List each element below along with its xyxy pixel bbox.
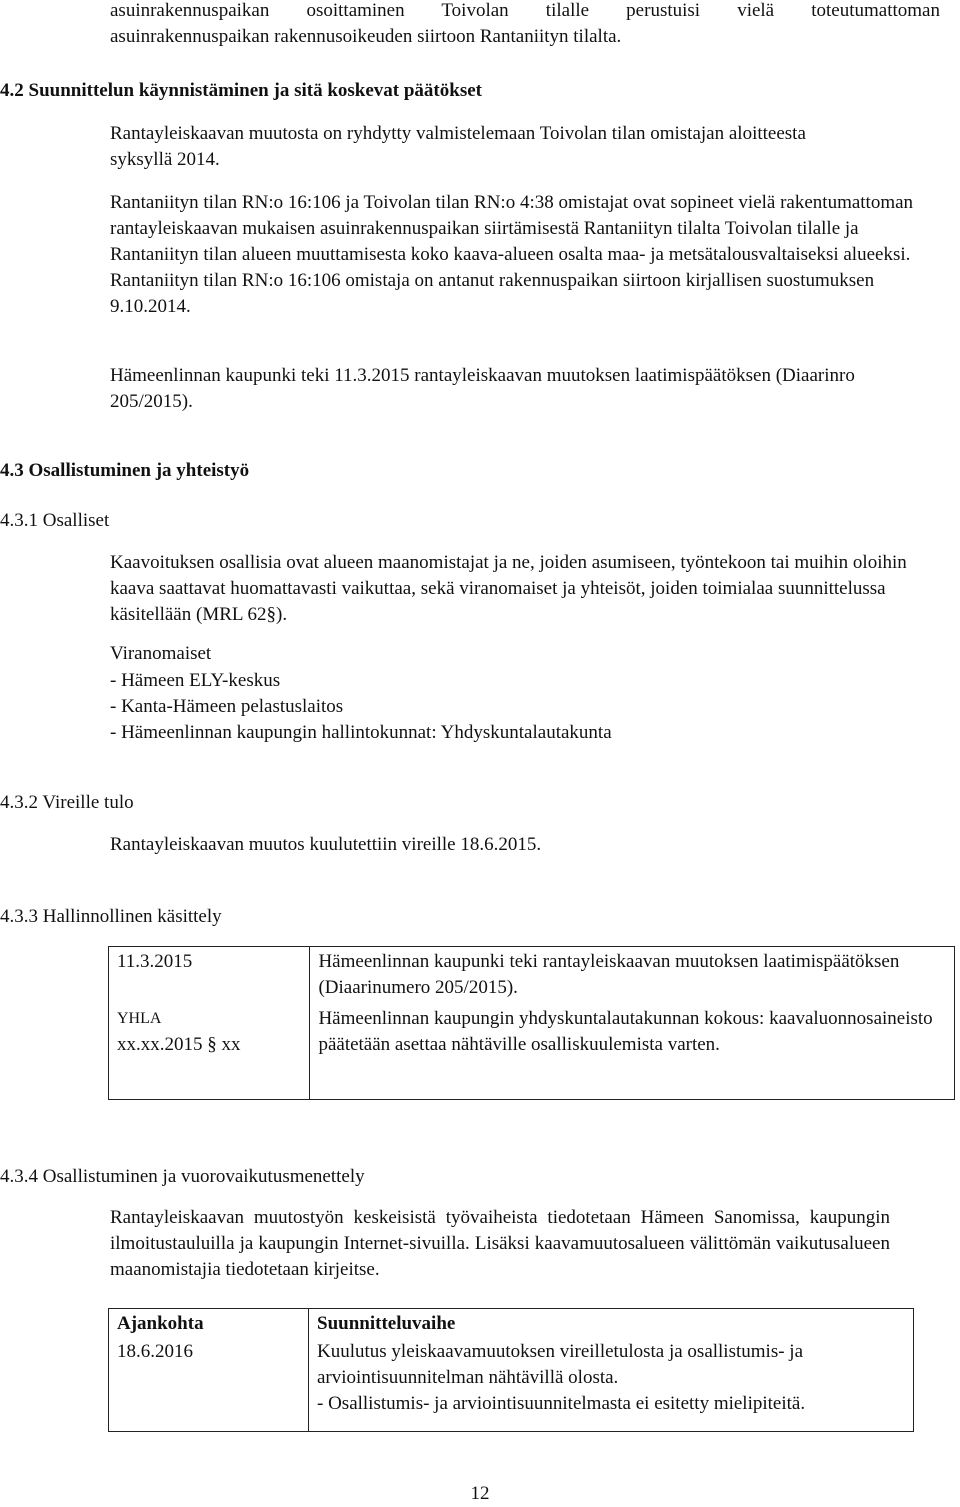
table-cell-date-value: xx.xx.2015 § xx	[117, 1033, 241, 1055]
page-number: 12	[470, 1483, 490, 1504]
table-cell-description: Hämeenlinnan kaupungin yhdyskuntalautakunnan kokous: kaavaluonnosaineisto päätetään asettaa nähtäville osalliskuulemista varten.	[310, 1002, 955, 1100]
table-cell-description-line: - Osallistumis- ja arviointisuunnitelmasta ei esitetty mielipiteitä.	[317, 1393, 806, 1414]
table-row	[109, 947, 955, 1002]
section-4-2-paragraph-3: Hämeenlinnan kaupunki teki 11.3.2015 rantayleiskaavan muutoksen laatimispäätöksen (Diaarinro 205/2015).	[110, 365, 855, 412]
section-4-2-heading: 4.2 Suunnittelun käynnistäminen ja sitä koskevat päätökset	[0, 80, 482, 101]
authorities-title: Viranomaiset	[110, 643, 212, 664]
participation-table	[108, 1308, 914, 1432]
table-cell-description: Hämeenlinnan kaupunki teki rantayleiskaavan muutoksen laatimispäätöksen (Diaarinumero 205/2015).	[310, 947, 955, 1002]
continuation-line-1: asuinrakennuspaikan osoittaminen Toivolan tilalle perustuisi vielä toteutumattoman	[110, 0, 940, 21]
admin-processing-table	[108, 946, 955, 1100]
section-4-2-paragraph-2: Rantaniityn tilan RN:o 16:106 ja Toivolan tilan RN:o 4:38 omistajat ovat sopineet vielä rakentumattoman rantayleiskaavan mukaisen asuinrakennuspaikan siirtämisestä Rantaniityn tilalta Toivolan tilalle ja Rantaniityn tilan alueen muuttamisesta koko kaava-alueen osalta maa- ja metsätalousvaltaiseksi alueeksi. Rantaniityn tilan RN:o 16:106 omistaja on antanut rakennuspaikan siirtoon kirjallisen suostumuksen 9.10.2014.	[110, 192, 914, 317]
continuation-paragraph	[110, 0, 940, 50]
section-4-3-2-heading: 4.3.2 Vireille tulo	[0, 792, 134, 813]
section-4-3-3-heading: 4.3.3 Hallinnollinen käsittely	[0, 906, 222, 927]
table-header-date: Ajankohta	[109, 1309, 309, 1338]
section-4-3-4-heading: 4.3.4 Osallistuminen ja vuorovaikutusmenettely	[0, 1166, 365, 1187]
authorities-list	[110, 668, 940, 746]
section-4-3-heading: 4.3 Osallistuminen ja yhteistyö	[0, 460, 250, 481]
authority-item: - Hämeen ELY-keskus	[110, 668, 940, 694]
authority-item: - Hämeenlinnan kaupungin hallintokunnat: Yhdyskuntalautakunta	[110, 720, 940, 746]
table-cell-date	[109, 1002, 310, 1100]
authority-item: - Kanta-Hämeen pelastuslaitos	[110, 694, 940, 720]
section-4-3-1-heading: 4.3.1 Osalliset	[0, 510, 110, 531]
table-cell-date: 18.6.2016	[109, 1337, 309, 1432]
section-4-3-4-paragraph: Rantayleiskaavan muutostyön keskeisistä työvaiheista tiedotetaan Hämeen Sanomissa, kaupungin ilmoitustauluilla ja kaupungin Internet-sivuilla. Lisäksi kaavamuutosalueen välittömän vaikutusalueen maanomistajia tiedotetaan kirjeitse.	[110, 1207, 890, 1280]
table-header-phase: Suunnitteluvaihe	[309, 1309, 914, 1338]
section-4-2-paragraph-1: Rantayleiskaavan muutosta on ryhdytty valmistelemaan Toivolan tilan omistajan aloitteesta syksyllä 2014.	[110, 123, 806, 170]
table-cell-description	[309, 1337, 914, 1432]
table-cell-date-label: YHLA	[117, 1009, 162, 1027]
table-header-row	[109, 1309, 914, 1338]
table-row	[109, 1337, 914, 1432]
table-row	[109, 1002, 955, 1100]
section-4-3-2-paragraph: Rantayleiskaavan muutos kuulutettiin vireille 18.6.2015.	[110, 834, 542, 855]
section-4-3-1-paragraph: Kaavoituksen osallisia ovat alueen maanomistajat ja ne, joiden asumiseen, työntekoon tai muihin oloihin kaava saattavat huomattavasti vaikuttaa, sekä viranomaiset ja yhteisöt, joiden toimialaa suunnittelussa käsitellään (MRL 62§).	[110, 552, 907, 625]
table-cell-date: 11.3.2015	[109, 947, 310, 1002]
continuation-line-2: asuinrakennuspaikan rakennusoikeuden siirtoon Rantaniityn tilalta.	[110, 26, 622, 47]
table-cell-description-line: Kuulutus yleiskaavamuutoksen vireilletulosta ja osallistumis- ja arviointisuunnitelman nähtävillä olosta.	[317, 1341, 804, 1388]
